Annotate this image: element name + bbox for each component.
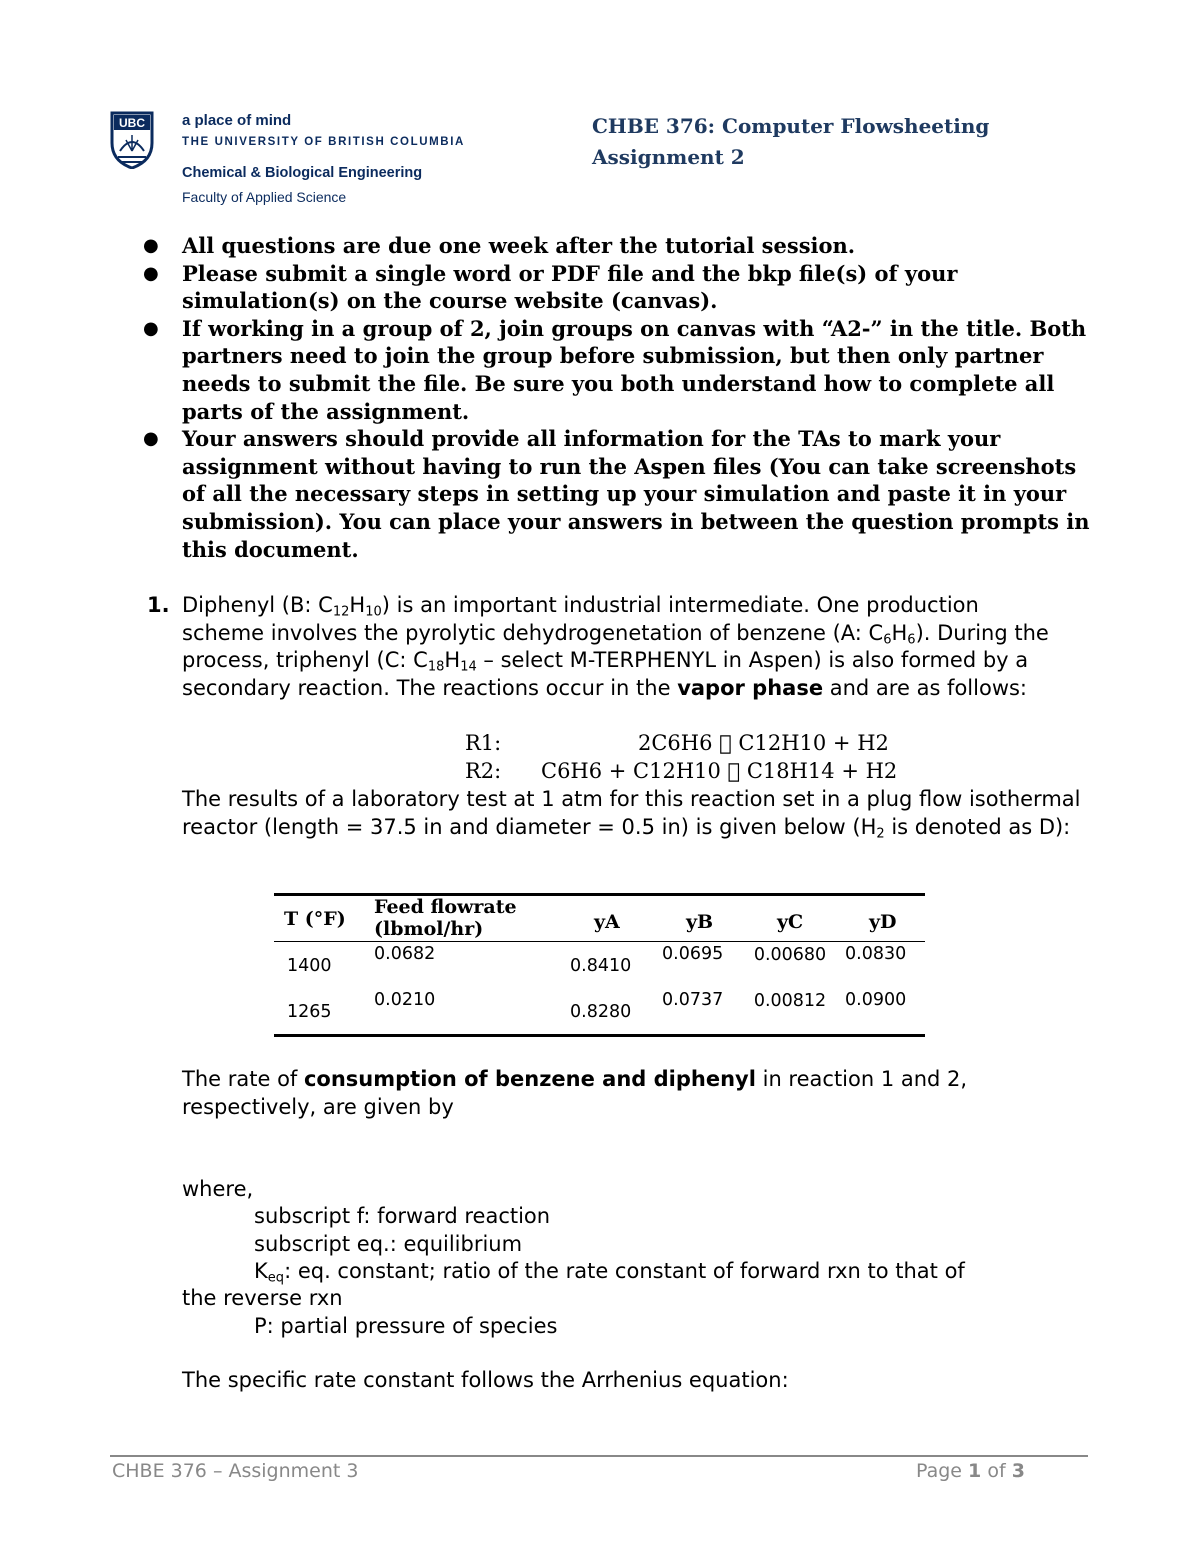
table-cell: 0.0210 — [374, 990, 436, 1010]
assignment-title: Assignment 2 — [592, 145, 745, 169]
instruction-item: ● If working in a group of 2, join groups on canvas with “A2-” in the title. Both partners need to join the group before submission, but then only partner needs to submit the file. Be sure you both understand how to complete all parts of the assignment. — [143, 315, 1087, 424]
bullet-icon: ● — [143, 317, 159, 339]
ubc-logo — [110, 111, 154, 169]
table-cell: 0.0900 — [845, 990, 907, 1010]
rate-description: The rate of consumption of benzene and diphenyl in reaction 1 and 2, respectively, are given by — [182, 1067, 968, 1119]
table-cell: 0.0695 — [662, 944, 724, 964]
table-header-flowrate: Feed flowrate (lbmol/hr) — [374, 896, 517, 940]
table-top-rule — [274, 893, 925, 896]
where-keq-cont: the reverse rxn — [182, 1286, 343, 1310]
reaction-1-label: R1: — [465, 731, 502, 755]
university-name: THE UNIVERSITY OF BRITISH COLUMBIA — [182, 136, 465, 148]
where-intro: where, — [182, 1177, 254, 1201]
question-intro: Diphenyl (B: $C_{12}H_{10}$) is an important industrial intermediate. One production scheme involves the pyrolytic dehydrogenetation of benzene (A: $C_6H_6$). During the process, triphenyl (C: $C_{18}H_{14}$ – select M-TERPHENYL in Aspen) is also formed by a secondary reaction. The reactions occur in the vapor phase and are as follows: — [182, 593, 1049, 700]
footer-page: Page 1 of 3 — [916, 1460, 1025, 1482]
reaction-2-equation: C6H6 + C12H10 C18H14 + H2 — [541, 759, 878, 783]
instructions-list — [143, 232, 1103, 563]
table-cell: 0.8410 — [570, 956, 632, 976]
table-cell: 0.8280 — [570, 1002, 632, 1022]
instruction-item: ● Please submit a single word or PDF file and the bkp file(s) of your simulation(s) on the course website (canvas). — [143, 260, 958, 314]
bullet-icon: ● — [143, 262, 159, 284]
instruction-item: ● All questions are due one week after the tutorial session. — [143, 233, 856, 258]
where-keq: $K_{eq}$: eq. constant; ratio of the rate constant of forward rxn to that of — [254, 1259, 965, 1286]
table-header-yc: yC — [777, 911, 804, 933]
table-cell: 0.0737 — [662, 990, 724, 1010]
where-pressure: P: partial pressure of species — [254, 1314, 558, 1338]
table-header-yd: yD — [869, 911, 897, 933]
results-text: The results of a laboratory test at 1 atm for this reaction set in a plug flow isothermal reactor (length = 37.5 in and diameter = 0.5 in) is given below ($H_2$ is denoted as D): — [182, 787, 1081, 841]
question-number: 1. — [147, 593, 170, 617]
table-header-yb: yB — [686, 911, 714, 933]
tagline: a place of mind — [182, 112, 292, 129]
bullet-icon: ● — [143, 235, 159, 256]
table-cell: 0.00680 — [753, 945, 827, 965]
where-equilibrium: subscript eq.: equilibrium — [254, 1232, 523, 1256]
faculty-name: Faculty of Applied Science — [182, 189, 347, 205]
table-cell: 1265 — [287, 1002, 332, 1022]
arrhenius-text: The specific rate constant follows the Arrhenius equation: — [182, 1368, 789, 1392]
footer-rule — [110, 1455, 1088, 1457]
question-1 — [147, 592, 1067, 702]
where-forward: subscript f: forward reaction — [254, 1204, 551, 1228]
department-name: Chemical & Biological Engineering — [182, 165, 423, 181]
reaction-1-equation: 2C6H6 C12H10 + H2 — [638, 731, 870, 755]
table-cell: 0.00812 — [753, 991, 827, 1011]
course-title: CHBE 376: Computer Flowsheeting — [592, 114, 990, 138]
reaction-2-label: R2: — [465, 759, 502, 783]
table-header-rule — [274, 941, 925, 942]
table-cell: 0.0682 — [374, 944, 436, 964]
table-cell: 0.0830 — [845, 944, 907, 964]
footer-course: CHBE 376 – Assignment 3 — [112, 1460, 359, 1482]
table-header-temp: T (°F) — [284, 908, 346, 930]
table-bottom-rule — [274, 1034, 925, 1037]
bullet-icon: ● — [143, 428, 159, 450]
table-header-ya: yA — [594, 911, 620, 933]
instruction-item: ● Your answers should provide all information for the TAs to mark your assignment without having to run the Aspen files (You can take screenshots of all the necessary steps in setting up your simulation and paste it in your submission). You can place your answers in between the question prompts in this document. — [143, 426, 1090, 562]
logo-letters: UBC — [119, 116, 145, 130]
table-cell: 1400 — [287, 956, 332, 976]
